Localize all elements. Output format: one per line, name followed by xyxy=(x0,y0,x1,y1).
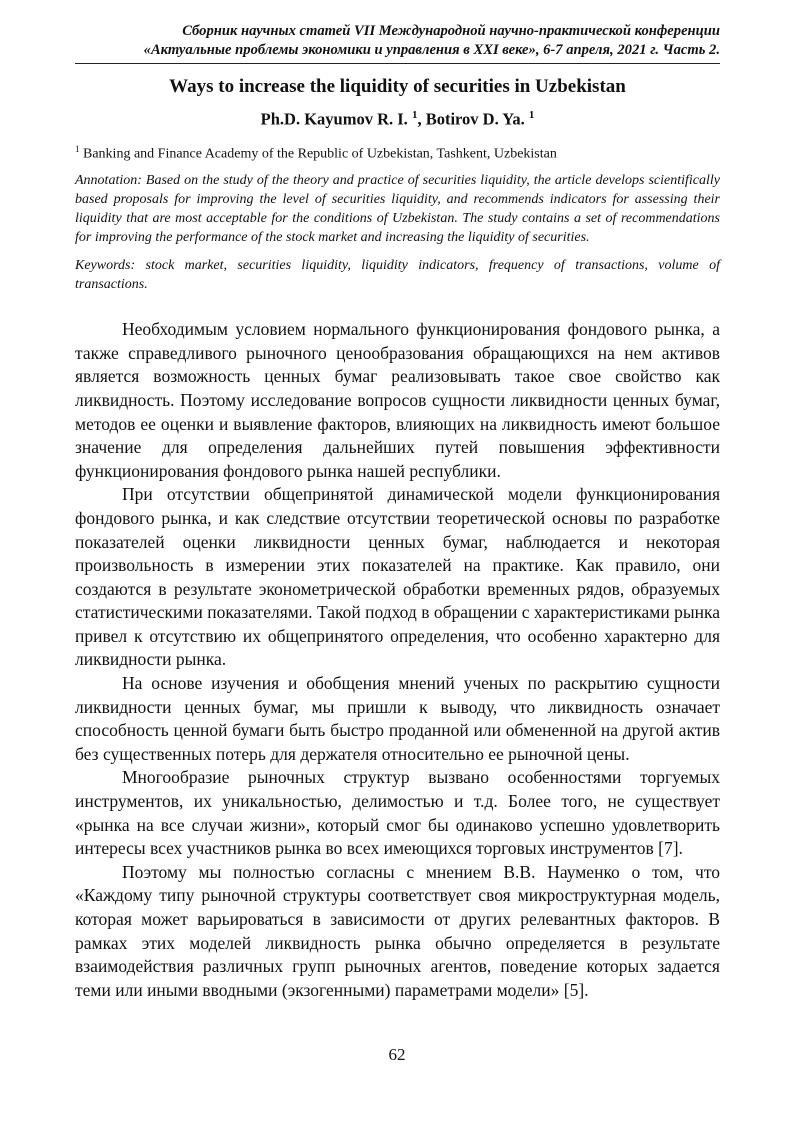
article-title: Ways to increase the liquidity of securities in Uzbekistan xyxy=(169,76,626,97)
affiliation-mark: 1 xyxy=(528,109,535,121)
affiliation-mark: 1 xyxy=(411,109,418,121)
body-paragraph: На основе изучения и обобщения мнений ученых по раскрытию сущности ликвидности ценных бумаг, мы пришли к выводу, что ликвидность означает способность ценной бумаги быть быстро проданной или обмененной на другой актив без существенных потерь для держателя относительно ее рыночной цены. xyxy=(75,673,720,764)
author-name: Botirov D. Ya. xyxy=(425,109,525,129)
page-content xyxy=(75,22,720,1002)
running-header xyxy=(75,22,720,64)
article-body xyxy=(75,318,720,1002)
page-number: 62 xyxy=(388,1045,406,1064)
author-separator: , xyxy=(417,109,426,129)
article-authors xyxy=(75,104,720,131)
author-name: Ph.D. Kayumov R. I. xyxy=(260,109,408,129)
body-paragraph: Многообразие рыночных структур вызвано особенностями торгуемых инструментов, их уникальностью, делимостью и т.д. Более того, не существует «рынка на все случаи жизни», который смог бы одинаково успешно удовлетворить интересы всех участников рынка во всех имеющихся торговых инструментов [7]. xyxy=(75,767,720,859)
affiliation-text: Banking and Finance Academy of the Republic of Uzbekistan, Tashkent, Uzbekistan xyxy=(83,146,557,162)
running-header-line-2: «Актуальные проблемы экономики и управления в XXI веке», 6-7 апреля, 2021 г. Часть 2. xyxy=(143,42,720,58)
body-paragraph: Необходимым условием нормального функционирования фондового рынка, а также справедливого рыночного ценообразования обращающихся на нем активов является возможность ценных бумаг реализовывать такое свое свойство как ликвидность. Поэтому исследование вопросов сущности ликвидности ценных бумаг, методов ее оценки и выявление факторов, влияющих на ликвидность имеют большое значение для определения дальнейших путей повышения эффективности функционирования фондового рынка нашей республики. xyxy=(75,319,720,481)
running-header-line-1: Сборник научных статей VII Международной научно-практической конференции xyxy=(182,23,720,39)
affiliation-mark: 1 xyxy=(75,143,80,154)
author-affiliation xyxy=(75,140,720,164)
keywords: Keywords: stock market, securities liquidity, liquidity indicators, frequency of transactions, volume of transactions. xyxy=(75,258,720,293)
body-paragraph: При отсутствии общепринятой динамической модели функционирования фондового рынка, и как следствие отсутствии теоретической основы по разработке показателей оценки ликвидности ценных бумаг, наблюдается и некоторая произвольность в измерении этих показателей на практике. Как правило, они создаются в результате эконометрической обработки временных рядов, образуемых статистическими показателями. Такой подход в обращении с характеристиками рынка привел к отсутствию их общепринятого определения, что особенно характерно для ликвидности рынка. xyxy=(75,484,720,670)
body-paragraph: Поэтому мы полностью согласны с мнением В.В. Науменко о том, что «Каждому типу рыночной структуры соответствует своя микроструктурная модель, которая может варьироваться в зависимости от других релевантных факторов. В рамках этих моделей ликвидность рынка обычно определяется в результате взаимодействия различных групп рыночных агентов, поведение которых задается теми или иными вводными (экзогенными) параметрами модели» [5]. xyxy=(75,861,720,1000)
annotation: Annotation: Based on the study of the theory and practice of securities liquidity, the article develops scientifically based proposals for improving the level of securities liquidity, and recommends indicators for assessing their liquidity that are most acceptable for the conditions of Uzbekistan. The study contains a set of recommendations for improving the performance of the stock market and increasing the liquidity of securities. xyxy=(75,173,720,246)
